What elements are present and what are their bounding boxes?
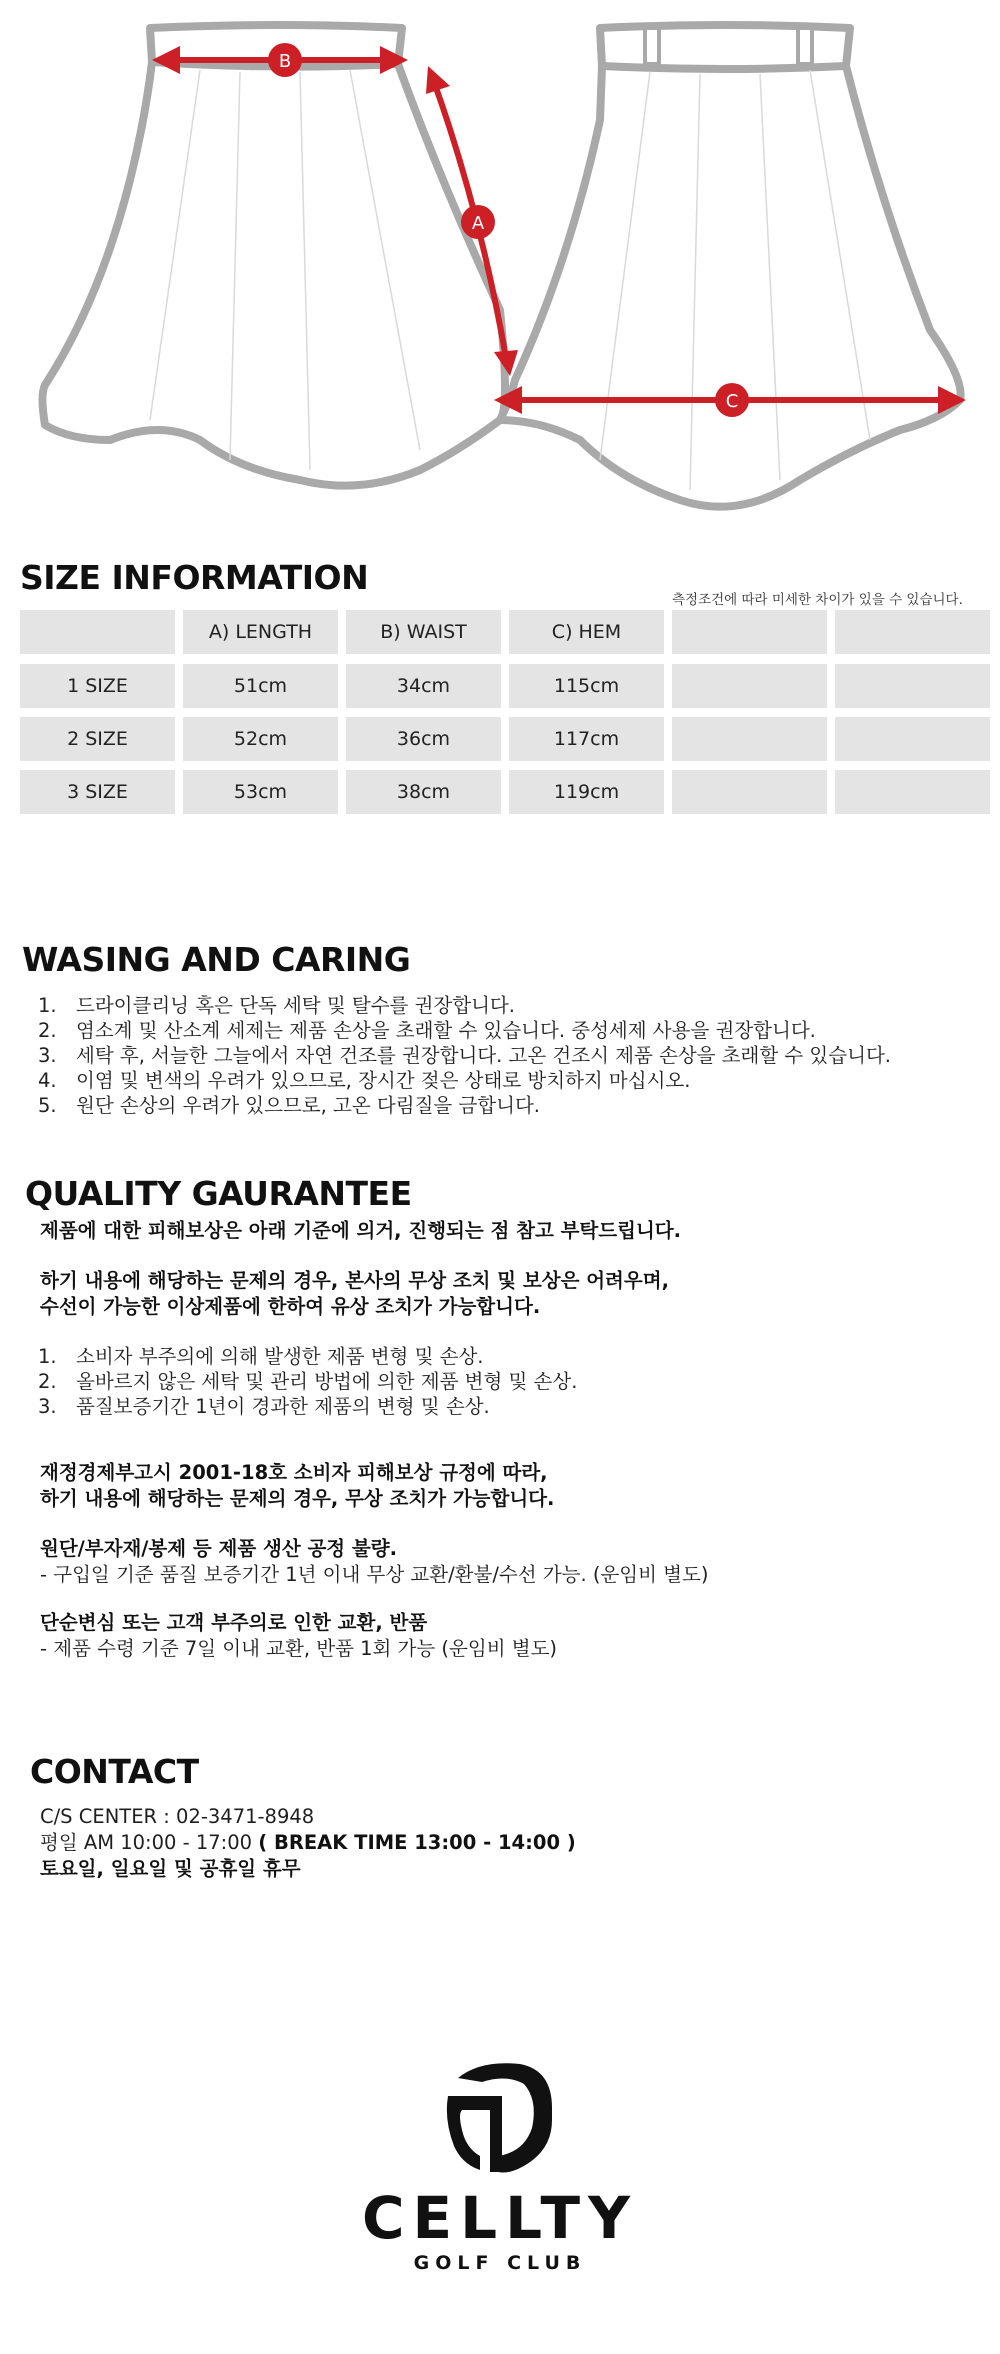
table-cell: 115cm: [509, 664, 664, 708]
table-header-cell: B) WAIST: [346, 610, 501, 654]
washing-title: WASING AND CARING: [22, 940, 411, 979]
skirt-measurement-diagram: [0, 0, 1000, 525]
quality-notice-line2: 수선이 가능한 이상제품에 한하여 유상 조치가 가능합니다.: [40, 1295, 541, 1318]
list-item: 3. 세탁 후, 서늘한 그늘에서 자연 건조를 권장합니다. 고온 건조시 제품 손상을 초래할 수 있습니다.: [38, 1044, 891, 1067]
table-header-cell: C) HEM: [509, 610, 664, 654]
quality-defect-title: 원단/부자재/봉제 등 제품 생산 공정 불량.: [40, 1537, 397, 1560]
table-cell: [672, 664, 827, 708]
logo-subtitle: GOLF CLUB: [413, 2252, 587, 2274]
table-cell: 3 SIZE: [20, 770, 175, 814]
table-header-cell: [672, 610, 827, 654]
list-item: 1. 소비자 부주의에 의해 발생한 제품 변형 및 손상.: [38, 1345, 484, 1368]
cellty-logo-mark: [440, 2060, 560, 2190]
contact-hours: 평일 AM 10:00 - 17:00 ( BREAK TIME 13:00 - 14:00 ): [40, 1831, 576, 1854]
table-cell: [835, 717, 990, 761]
table-cell: 51cm: [183, 664, 338, 708]
contact-title: CONTACT: [30, 1752, 199, 1791]
label-b: B: [278, 51, 292, 72]
table-cell: [672, 770, 827, 814]
quality-list: [38, 1344, 577, 1419]
table-cell: 2 SIZE: [20, 717, 175, 761]
quality-regulation-line2: 하기 내용에 해당하는 문제의 경우, 무상 조치가 가능합니다.: [40, 1487, 555, 1510]
list-item: 1. 드라이클리닝 혹은 단독 세탁 및 탈수를 권장합니다.: [38, 994, 515, 1017]
table-header-cell: A) LENGTH: [183, 610, 338, 654]
table-header-cell: [835, 610, 990, 654]
table-cell: [672, 717, 827, 761]
list-item: 2. 염소계 및 산소계 세제는 제품 손상을 초래할 수 있습니다. 중성세제 사용을 권장합니다.: [38, 1019, 816, 1042]
table-cell: 36cm: [346, 717, 501, 761]
logo-wordmark: CELLTY: [361, 2184, 639, 2252]
contact-closed: 토요일, 일요일 및 공휴일 휴무: [40, 1857, 301, 1880]
list-item: 3. 품질보증기간 1년이 경과한 제품의 변형 및 손상.: [38, 1395, 490, 1418]
table-cell: 34cm: [346, 664, 501, 708]
table-cell: 52cm: [183, 717, 338, 761]
table-cell: [835, 664, 990, 708]
list-item: 4. 이염 및 변색의 우려가 있으므로, 장시간 젖은 상태로 방치하지 마십시오.: [38, 1069, 691, 1092]
list-item: 2. 올바르지 않은 세탁 및 관리 방법에 의한 제품 변형 및 손상.: [38, 1370, 578, 1393]
quality-change-title: 단순변심 또는 고객 부주의로 인한 교환, 반품: [40, 1611, 428, 1634]
table-cell: 119cm: [509, 770, 664, 814]
table-header-cell: [20, 610, 175, 654]
quality-regulation-line1: 재정경제부고시 2001-18호 소비자 피해보상 규정에 따라,: [40, 1461, 548, 1484]
quality-notice-line1: 하기 내용에 해당하는 문제의 경우, 본사의 무상 조치 및 보상은 어려우며,: [40, 1269, 669, 1292]
label-a: A: [471, 213, 485, 234]
label-c: C: [725, 391, 739, 412]
table-cell: 53cm: [183, 770, 338, 814]
washing-list: [38, 993, 891, 1118]
size-info-note: 측정조건에 따라 미세한 차이가 있을 수 있습니다.: [672, 592, 963, 608]
quality-intro: 제품에 대한 피해보상은 아래 기준에 의거, 진행되는 점 참고 부탁드립니다.: [40, 1219, 682, 1242]
size-info-title: SIZE INFORMATION: [20, 558, 369, 597]
table-cell: 1 SIZE: [20, 664, 175, 708]
contact-phone: C/S CENTER : 02-3471-8948: [40, 1805, 315, 1828]
back-skirt-outline: [500, 25, 961, 507]
quality-change-text: - 제품 수령 기준 7일 이내 교환, 반품 1회 가능 (운임비 별도): [40, 1637, 558, 1660]
table-cell: [835, 770, 990, 814]
quality-defect-text: - 구입일 기준 품질 보증기간 1년 이내 무상 교환/환불/수선 가능. (운임비 별도): [40, 1563, 709, 1586]
table-cell: 38cm: [346, 770, 501, 814]
table-cell: 117cm: [509, 717, 664, 761]
list-item: 5. 원단 손상의 우려가 있으므로, 고온 다림질을 금합니다.: [38, 1094, 541, 1117]
quality-title: QUALITY GAURANTEE: [25, 1174, 412, 1213]
